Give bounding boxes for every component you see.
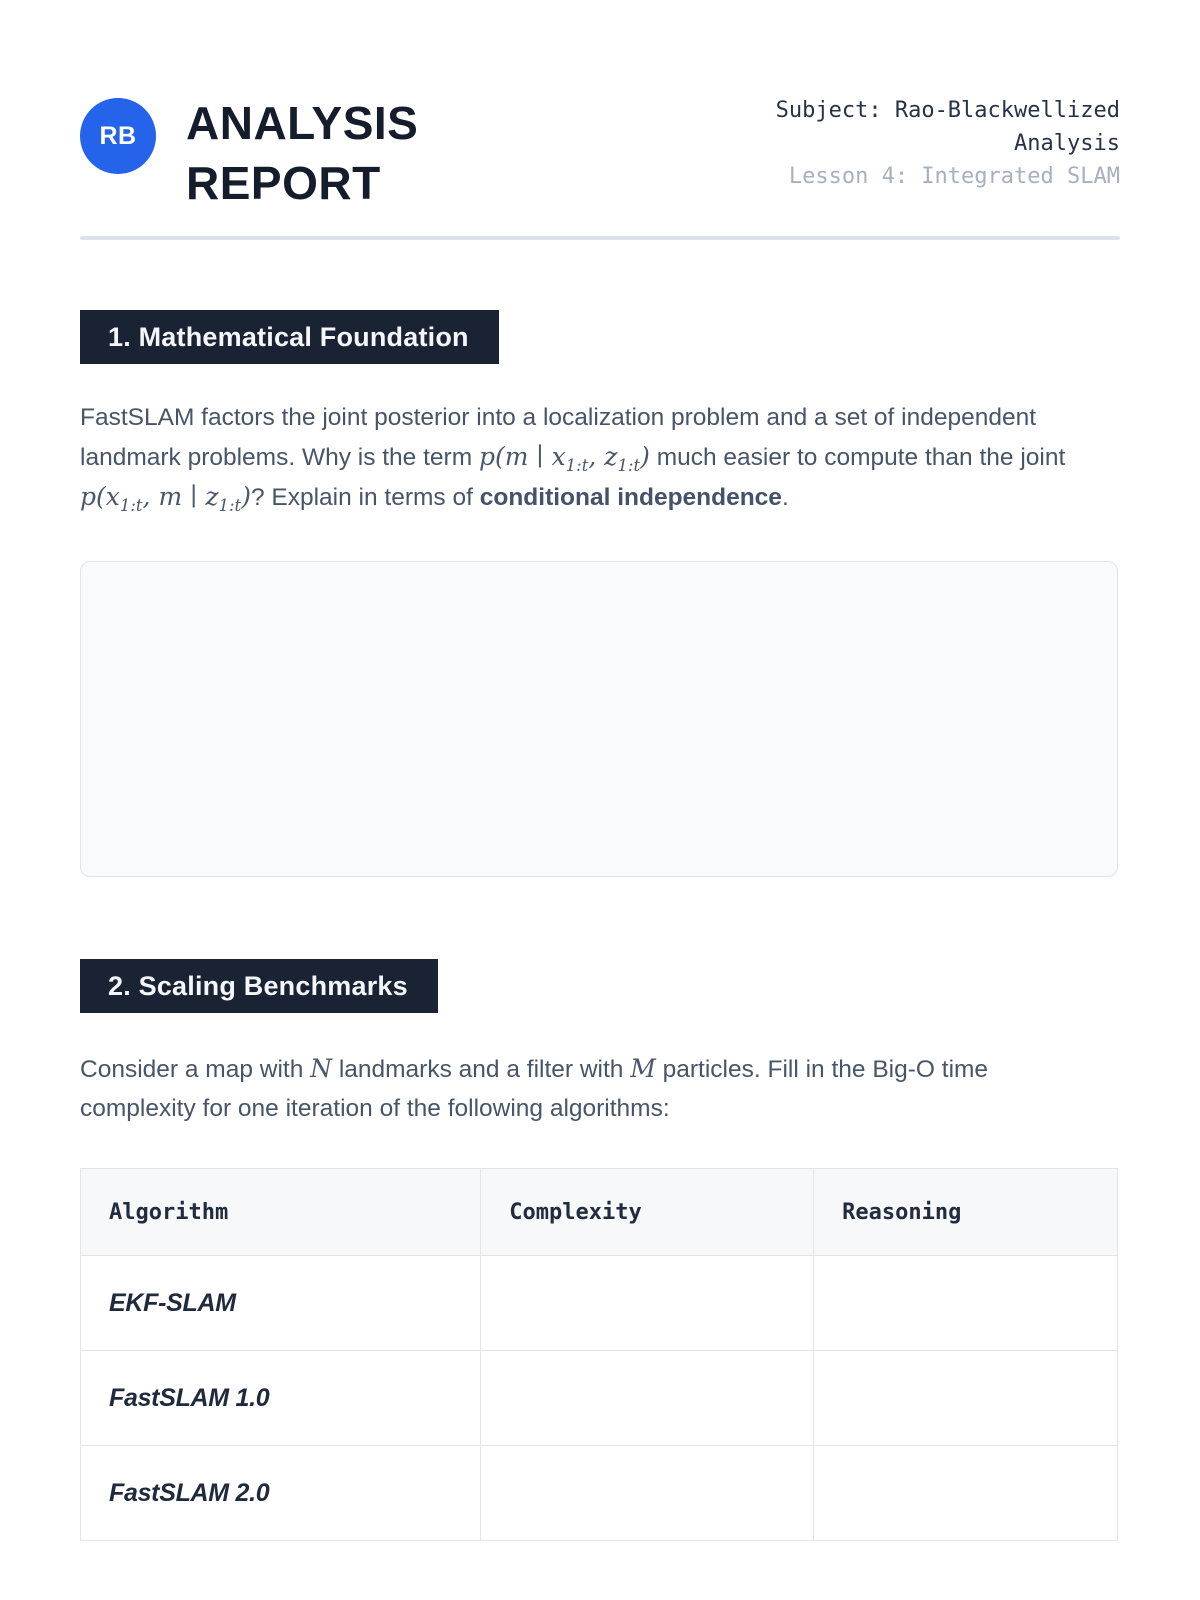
header-meta bbox=[670, 94, 1120, 193]
table-header-algorithm: Algorithm bbox=[81, 1169, 481, 1256]
lesson-line: Lesson 4: Integrated SLAM bbox=[788, 164, 1120, 189]
algorithm-cell: FastSLAM 1.0 bbox=[81, 1351, 481, 1446]
reasoning-cell[interactable] bbox=[814, 1351, 1118, 1446]
complexity-cell[interactable] bbox=[481, 1256, 814, 1351]
table-header-row bbox=[81, 1169, 1118, 1256]
algorithm-cell: EKF-SLAM bbox=[81, 1256, 481, 1351]
complexity-table bbox=[80, 1168, 1118, 1541]
page-header bbox=[80, 0, 1120, 213]
report-title-line2: REPORT bbox=[186, 157, 381, 209]
question-1-answer-box[interactable] bbox=[80, 561, 1118, 877]
reasoning-cell[interactable] bbox=[814, 1256, 1118, 1351]
table-header-complexity: Complexity bbox=[481, 1169, 814, 1256]
question-2-text: Consider a map with N landmarks and a filter with M particles. Fill in the Big-O time complexity for one iteration of the following algorithms: bbox=[80, 1054, 989, 1122]
section-2-badge: 2. Scaling Benchmarks bbox=[80, 959, 438, 1013]
table-header-reasoning: Reasoning bbox=[814, 1169, 1118, 1256]
report-title-line1: ANALYSIS bbox=[186, 97, 419, 149]
subject-line: Subject: Rao-Blackwellized Analysis bbox=[775, 98, 1120, 156]
report-title bbox=[186, 93, 418, 213]
complexity-cell[interactable] bbox=[481, 1351, 814, 1446]
section-1-badge: 1. Mathematical Foundation bbox=[80, 310, 499, 364]
brand-block bbox=[80, 92, 418, 213]
rb-logo-badge bbox=[80, 98, 156, 174]
rb-logo-text: RB bbox=[99, 121, 137, 150]
reasoning-cell[interactable] bbox=[814, 1446, 1118, 1541]
table-row bbox=[81, 1446, 1118, 1541]
question-1-text: FastSLAM factors the joint posterior into a localization problem and a set of independent landmark problems. Why is the term p(m ∣ $x_{1:t}$, $z_{1:t}$) much easier to compute than the joint $p(x_{1:t}$, m ∣ $z_{1:t}$)? Explain in terms of conditional independence. bbox=[80, 404, 1066, 515]
table-row bbox=[81, 1256, 1118, 1351]
complexity-cell[interactable] bbox=[481, 1446, 814, 1541]
algorithm-cell: FastSLAM 2.0 bbox=[81, 1446, 481, 1541]
table-row bbox=[81, 1351, 1118, 1446]
